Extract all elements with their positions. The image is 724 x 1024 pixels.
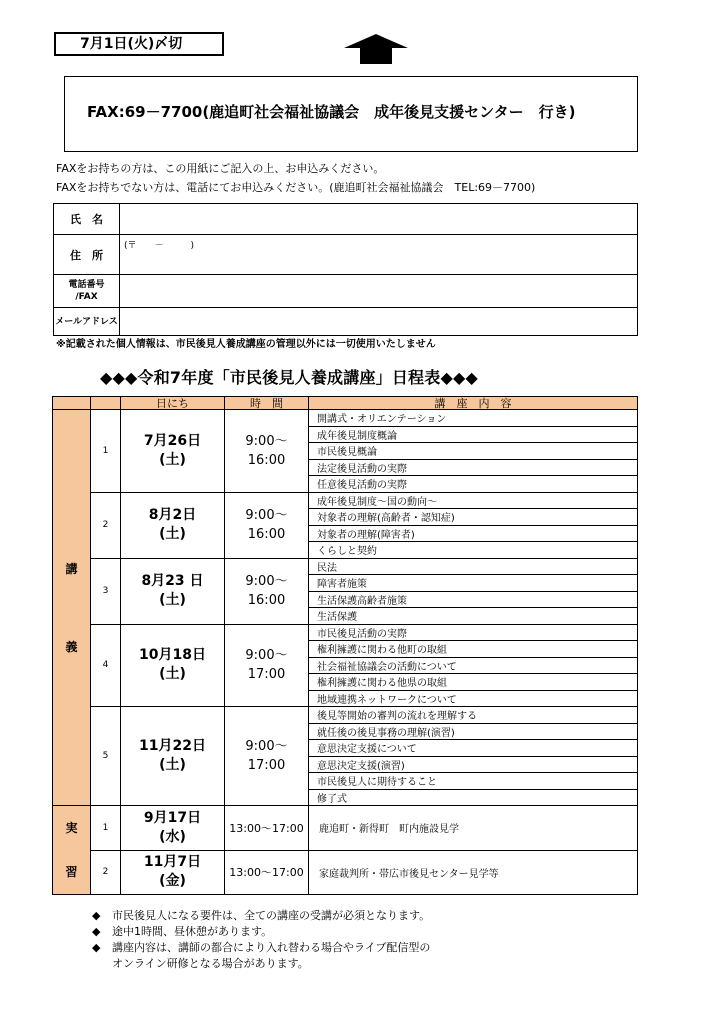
phone-label-line1: 電話番号 — [68, 280, 105, 290]
lecture-date-text: 10月18日 — [139, 647, 206, 664]
lecture-date — [121, 624, 225, 707]
lecture-time-end: 16:00 — [247, 527, 286, 542]
lecture-time — [225, 410, 309, 493]
lecture-topic: 生活保護 — [309, 608, 638, 625]
lecture-date — [121, 492, 225, 558]
lecture-topic: 権利擁護に関わる他県の取組 — [309, 674, 638, 691]
lecture-time — [225, 558, 309, 624]
lecture-num: 4 — [91, 624, 121, 707]
lecture-date-text: 11月22日 — [139, 738, 206, 754]
footnotes — [92, 908, 430, 972]
practice-time: 13:00～17:00 — [225, 850, 309, 895]
footnote-text: 途中1時間、昼休憩があります。 — [112, 925, 273, 938]
practice-date-text: 11月7日 — [143, 854, 202, 871]
practice-date — [121, 806, 225, 851]
lecture-topic: 市民後見人に期待すること — [309, 773, 638, 790]
group-lecture-char1: 講 — [65, 561, 78, 576]
lecture-topic: 対象者の理解(高齢者・認知症) — [309, 509, 638, 526]
header-time: 時 間 — [225, 397, 309, 410]
lecture-day: (土) — [159, 666, 186, 683]
application-form — [53, 203, 638, 336]
lecture-date-text: 8月2日 — [148, 507, 197, 523]
group-practice — [53, 806, 91, 895]
lecture-topic: 生活保護高齢者施策 — [309, 591, 638, 608]
instruction-phone: FAXをお持ちでない方は、電話にてお申込みください。(鹿追町社会福祉協議会 TEL:69－7700) — [56, 181, 536, 194]
footnote-item — [92, 908, 430, 924]
lecture-time-start: 9:00～ — [245, 574, 288, 589]
lecture-topic: 成年後見制度概論 — [309, 426, 638, 443]
group-practice-char2: 習 — [65, 865, 78, 879]
lecture-time-start: 9:00～ — [245, 508, 288, 523]
lecture-topic: 開講式・オリエンテーション — [309, 410, 638, 427]
lecture-day: (土) — [159, 451, 186, 468]
lecture-date — [121, 707, 225, 806]
practice-content: 鹿追町・新得町 町内施設見学 — [309, 806, 638, 851]
fax-destination-text: FAX:69－7700(鹿追町社会福祉協議会 成年後見支援センター 行き) — [87, 103, 576, 121]
name-label: 氏 名 — [54, 204, 120, 235]
name-field[interactable] — [120, 204, 638, 235]
lecture-topic: 任意後見活動の実際 — [309, 476, 638, 493]
footnote-item — [92, 940, 430, 956]
practice-date — [121, 850, 225, 895]
header-num — [91, 397, 121, 410]
lecture-day: (土) — [159, 526, 186, 542]
lecture-topic: 対象者の理解(障害者) — [309, 525, 638, 542]
lecture-time-start: 9:00～ — [245, 433, 288, 449]
phone-field[interactable] — [120, 275, 638, 308]
lecture-time — [225, 492, 309, 558]
group-lecture — [53, 410, 91, 806]
practice-num: 2 — [91, 850, 121, 895]
lecture-topic: 意思決定支援について — [309, 740, 638, 757]
header-content: 講 座 内 容 — [309, 397, 638, 410]
lecture-num: 1 — [91, 410, 121, 493]
diamond-bullet-icon: ◆ — [92, 941, 101, 954]
practice-day: (水) — [159, 828, 186, 845]
instruction-fax: FAXをお持ちの方は、この用紙にご記入の上、お申込みください。 — [56, 162, 385, 175]
header-date: 日にち — [121, 397, 225, 410]
lecture-date — [121, 558, 225, 624]
practice-content: 家庭裁判所・帯広市後見センター見学等 — [309, 850, 638, 895]
lecture-num: 5 — [91, 707, 121, 806]
up-arrow-icon — [344, 34, 408, 64]
footnote-text: オンライン研修となる場合があります。 — [112, 957, 309, 970]
fax-destination-box — [64, 76, 638, 152]
footnote-item — [92, 924, 430, 940]
lecture-date-text: 7月26日 — [143, 432, 202, 449]
lecture-day: (土) — [159, 757, 186, 773]
lecture-time-start: 9:00～ — [245, 648, 288, 664]
lecture-topic: 成年後見制度～国の動向～ — [309, 492, 638, 509]
diamond-bullet-icon: ◆ — [92, 925, 101, 938]
diamond-bullet-icon: ◆ — [92, 909, 101, 922]
lecture-topic: 社会福祉協議会の活動について — [309, 657, 638, 674]
footnote-text: 市民後見人になる要件は、全ての講座の受講が必須となります。 — [112, 909, 431, 922]
lecture-topic: 地域連携ネットワークについて — [309, 690, 638, 707]
address-label: 住 所 — [54, 235, 120, 275]
lecture-day: (土) — [159, 592, 186, 608]
lecture-date — [121, 410, 225, 493]
lecture-topic: 市民後見概論 — [309, 443, 638, 460]
lecture-num: 3 — [91, 558, 121, 624]
schedule-title: ◆◆◆令和7年度「市民後見人養成講座」日程表◆◆◆ — [100, 368, 478, 387]
lecture-time — [225, 707, 309, 806]
header-group — [53, 397, 91, 410]
lecture-time-end: 16:00 — [247, 593, 286, 608]
lecture-topic: 就任後の後見事務の理解(演習) — [309, 723, 638, 740]
lecture-topic: 民法 — [309, 558, 638, 575]
group-lecture-char2: 義 — [65, 639, 78, 654]
practice-date-text: 9月17日 — [143, 809, 202, 826]
email-field[interactable] — [120, 308, 638, 336]
lecture-num: 2 — [91, 492, 121, 558]
lecture-topic: 権利擁護に関わる他町の取組 — [309, 641, 638, 658]
lecture-time-end: 16:00 — [247, 452, 286, 468]
phone-label — [54, 275, 120, 308]
practice-num: 1 — [91, 806, 121, 851]
phone-label-line2: /FAX — [75, 292, 98, 302]
lecture-topic: 後見等開始の審判の流れを理解する — [309, 707, 638, 724]
footnote-item — [92, 956, 430, 972]
deadline-box: 7月1日(火)〆切 — [54, 32, 224, 56]
lecture-topic: 障害者施策 — [309, 575, 638, 592]
lecture-time — [225, 624, 309, 707]
lecture-date-text: 8月23 日 — [141, 573, 204, 589]
lecture-time-start: 9:00～ — [245, 739, 288, 754]
practice-day: (金) — [159, 873, 186, 890]
lecture-topic: 市民後見活動の実際 — [309, 624, 638, 641]
footnote-text: 講座内容は、講師の都合により入れ替わる場合やライブ配信型の — [112, 941, 431, 954]
lecture-time-end: 17:00 — [247, 667, 286, 683]
practice-time: 13:00～17:00 — [225, 806, 309, 851]
lecture-topic: 法定後見活動の実際 — [309, 459, 638, 476]
schedule-table — [52, 396, 638, 895]
address-field[interactable] — [120, 235, 638, 275]
lecture-topic: 修了式 — [309, 789, 638, 806]
lecture-topic: 意思決定支援(演習) — [309, 756, 638, 773]
group-practice-char1: 実 — [65, 821, 78, 835]
privacy-note: ※記載された個人情報は、市民後見人養成講座の管理以外には一切使用いたしません — [56, 339, 436, 350]
email-label: メールアドレス — [54, 308, 120, 336]
postal-code-placeholder: (〒 － ) — [124, 241, 195, 251]
lecture-topic: くらしと契約 — [309, 542, 638, 559]
lecture-time-end: 17:00 — [247, 758, 286, 773]
